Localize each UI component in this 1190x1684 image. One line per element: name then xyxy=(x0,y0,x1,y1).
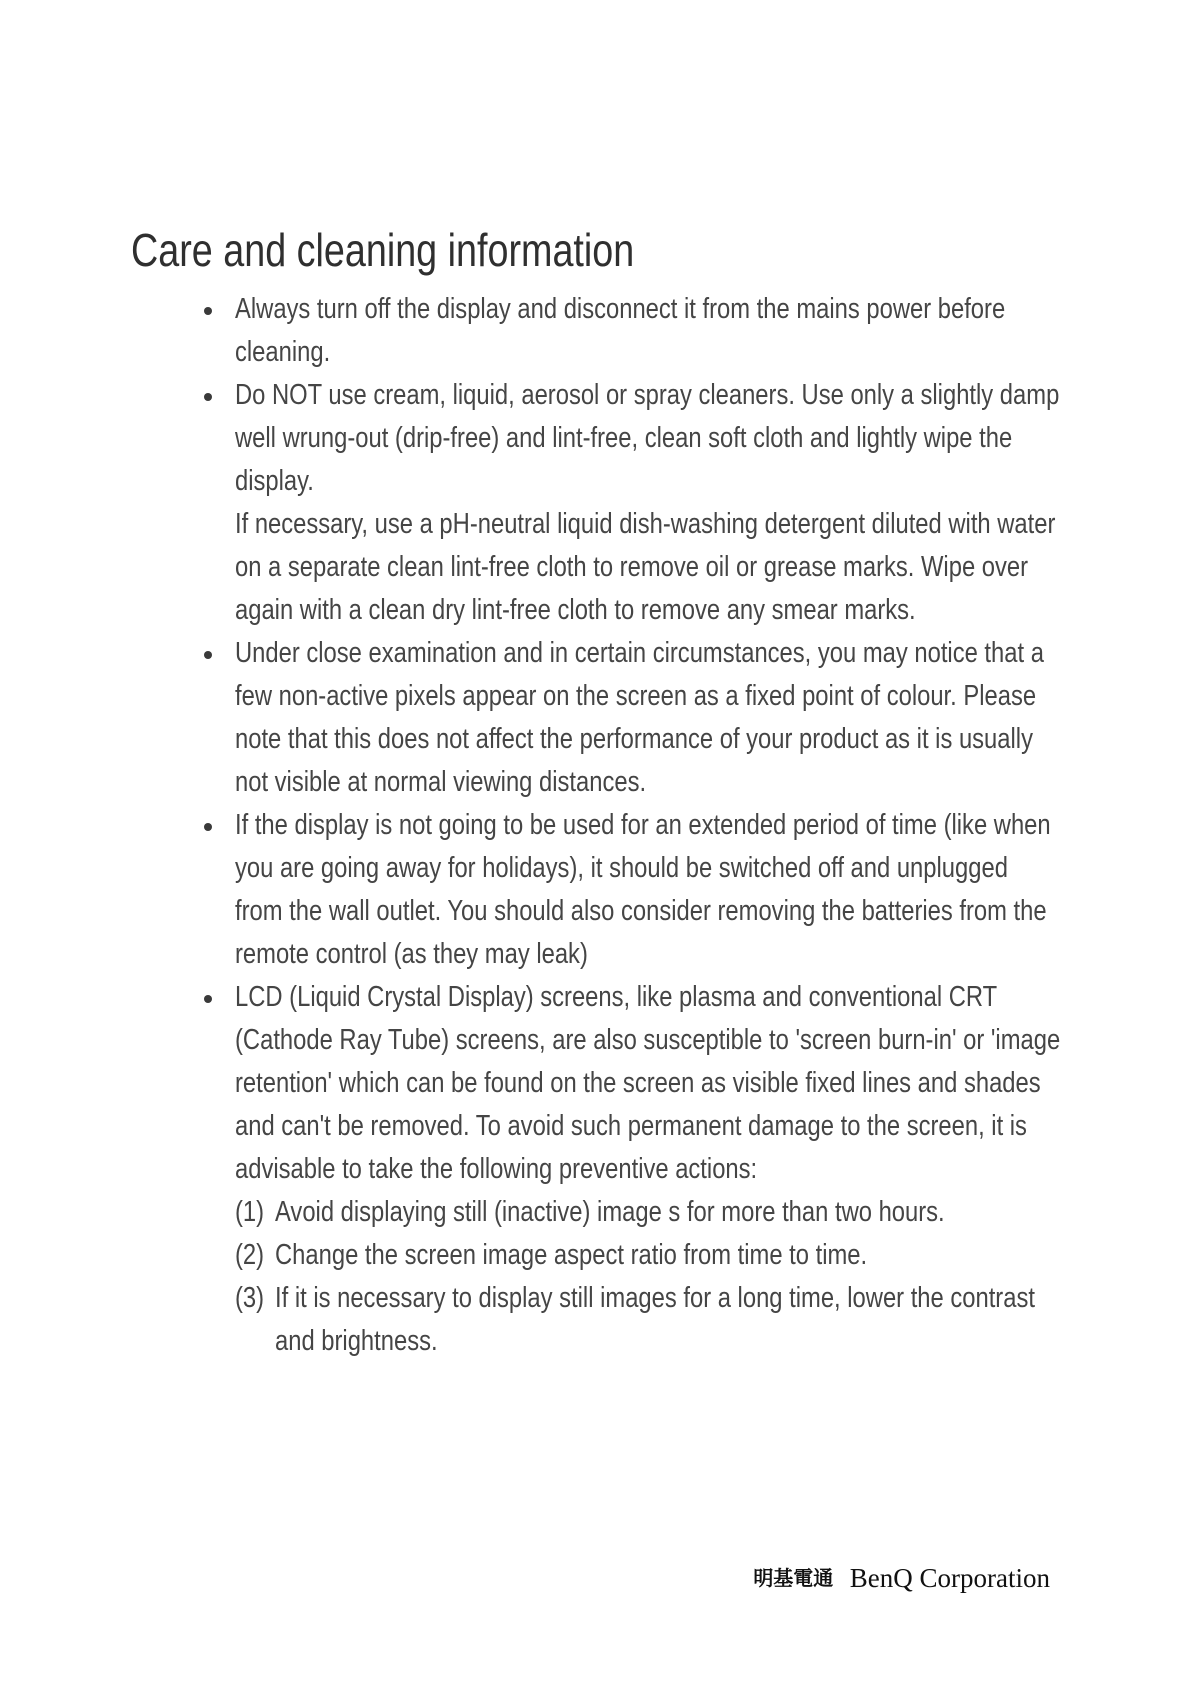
item-number: (2) xyxy=(235,1239,265,1271)
care-instructions xyxy=(200,288,1080,1363)
text-line: remote control (as they may leak) xyxy=(235,938,588,970)
company-name: BenQ Corporation xyxy=(849,1563,1050,1593)
footer-company xyxy=(753,1562,1050,1594)
text-line: If it is necessary to display still images for a long time, lower the contrast xyxy=(275,1282,1035,1314)
item-number: (1) xyxy=(235,1196,265,1228)
text-line: Change the screen image aspect ratio from time to time. xyxy=(275,1239,868,1271)
text-line: (Cathode Ray Tube) screens, are also susceptible to 'screen burn-in' or 'image xyxy=(235,1024,1061,1056)
bullet-list xyxy=(200,288,1080,1363)
text-line: If the display is not going to be used for an extended period of time (like when xyxy=(235,809,1051,841)
company-name-chinese: 明基電通 xyxy=(753,1566,834,1590)
bullet-item-burn-in xyxy=(200,976,1080,1363)
text-line: not visible at normal viewing distances. xyxy=(235,766,647,798)
text-line: well wrung-out (drip-free) and lint-free, clean soft cloth and lightly wipe the xyxy=(235,422,1013,454)
text-line: on a separate clean lint-free cloth to remove oil or grease marks. Wipe over xyxy=(235,551,1029,583)
bullet-icon xyxy=(204,823,212,831)
numbered-item xyxy=(235,1277,1080,1363)
text-line: note that this does not affect the performance of your product as it is usually xyxy=(235,723,1033,755)
text-line: Avoid displaying still (inactive) image s for more than two hours. xyxy=(275,1196,945,1228)
numbered-item xyxy=(235,1191,1080,1234)
bullet-icon xyxy=(204,995,212,1003)
bullet-item-pixels xyxy=(200,632,1080,804)
text-line: again with a clean dry lint-free cloth to remove any smear marks. xyxy=(235,594,916,626)
text-line: and brightness. xyxy=(275,1325,438,1357)
bullet-icon xyxy=(204,393,212,401)
text-line: from the wall outlet. You should also consider removing the batteries from the xyxy=(235,895,1047,927)
item-number: (3) xyxy=(235,1282,265,1314)
bullet-item-power-off xyxy=(200,288,1080,374)
preventive-actions-list xyxy=(235,1191,1080,1363)
text-line: LCD (Liquid Crystal Display) screens, like plasma and conventional CRT xyxy=(235,981,998,1013)
numbered-item xyxy=(235,1234,1080,1277)
text-line: Always turn off the display and disconnect it from the mains power before xyxy=(235,293,1006,325)
bullet-icon xyxy=(204,651,212,659)
text-line: cleaning. xyxy=(235,336,331,368)
text-line: Under close examination and in certain circumstances, you may notice that a xyxy=(235,637,1044,669)
text-line: display. xyxy=(235,465,314,497)
text-line: retention' which can be found on the screen as visible fixed lines and shades xyxy=(235,1067,1041,1099)
text-line: If necessary, use a pH-neutral liquid dish-washing detergent diluted with water xyxy=(235,508,1056,540)
text-line: few non-active pixels appear on the screen as a fixed point of colour. Please xyxy=(235,680,1037,712)
bullet-icon xyxy=(204,307,212,315)
bullet-item-cleaners xyxy=(200,374,1080,632)
page-title: Care and cleaning information xyxy=(131,224,635,276)
text-line: and can't be removed. To avoid such permanent damage to the screen, it is xyxy=(235,1110,1027,1142)
text-line: advisable to take the following preventive actions: xyxy=(235,1153,758,1185)
text-line: you are going away for holidays), it should be switched off and unplugged xyxy=(235,852,1008,884)
bullet-item-extended-period xyxy=(200,804,1080,976)
text-line: Do NOT use cream, liquid, aerosol or spray cleaners. Use only a slightly damp xyxy=(235,379,1060,411)
